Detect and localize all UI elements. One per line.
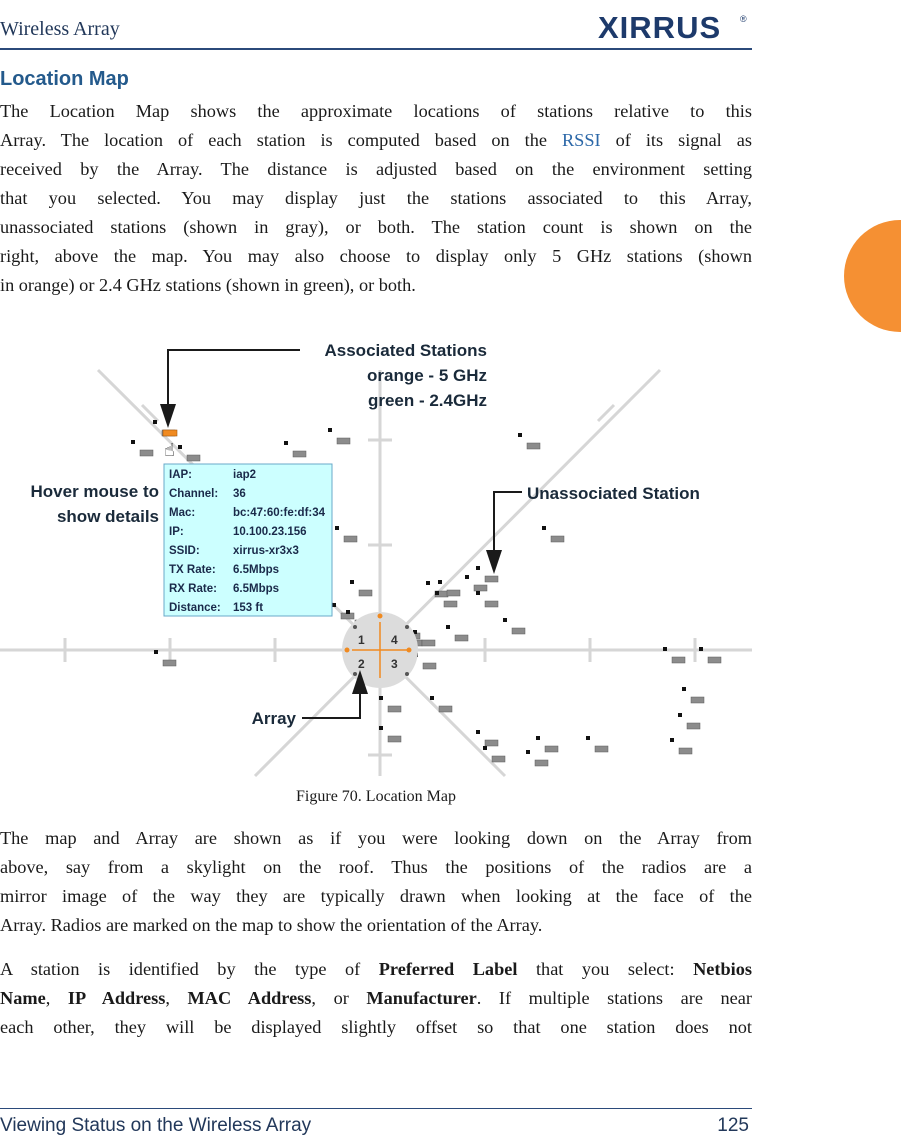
station-dot — [328, 428, 332, 432]
unassociated-station — [163, 660, 176, 666]
array-radio-label: 3 — [391, 657, 398, 671]
tooltip-value: xirrus-xr3x3 — [233, 545, 299, 557]
station-dot — [503, 618, 507, 622]
callout-array-label: Array — [251, 709, 296, 728]
location-map-figure — [0, 300, 760, 780]
station-dot — [131, 440, 135, 444]
callout-assoc-line3: green - 2.4GHz — [367, 391, 487, 410]
section-title: Location Map — [0, 68, 129, 90]
unassociated-station — [687, 723, 700, 729]
para2-line: The map and Array are shown as if you were looking down on the Array from — [0, 828, 752, 848]
station-dot — [379, 726, 383, 730]
unassociated-station — [527, 443, 540, 449]
station-dot — [178, 445, 182, 449]
station-dot — [153, 420, 157, 424]
array-node — [342, 612, 418, 688]
unassociated-station — [444, 601, 457, 607]
callout-unassoc-label: Unassociated Station — [527, 484, 700, 503]
tooltip-label: Mac: — [169, 507, 196, 519]
tooltip-label: SSID: — [169, 545, 200, 557]
station-dot — [350, 580, 354, 584]
station-dot — [682, 687, 686, 691]
station-dot — [438, 580, 442, 584]
tooltip-label: RX Rate: — [169, 583, 217, 595]
map-grid — [0, 370, 752, 776]
tooltip-value: 36 — [233, 488, 246, 500]
callout-hover-details — [31, 482, 159, 526]
unassociated-station — [388, 706, 401, 712]
station-dot — [332, 603, 336, 607]
callout-hover-line1: Hover mouse to — [30, 482, 159, 501]
logo-text: XIRRUS — [598, 10, 722, 44]
station-dot — [284, 441, 288, 445]
unassociated-station — [474, 585, 487, 591]
unassociated-station — [359, 590, 372, 596]
unassociated-station — [691, 697, 704, 703]
tooltip-label: Distance: — [169, 602, 221, 614]
chapter-tab-marker — [844, 220, 901, 332]
paragraph-map-orientation — [0, 824, 752, 940]
station-dot — [430, 696, 434, 700]
station-dot — [518, 433, 522, 437]
para2-line: mirror image of the way they are typically drawn when looking at the face of the — [0, 886, 752, 906]
radio-marker — [353, 625, 357, 629]
radio-marker — [353, 672, 357, 676]
para1-line: received by the Array. The distance is adjusted based on the environment setting — [0, 159, 752, 179]
figure-caption: Figure 70. Location Map — [296, 788, 456, 805]
station-dot — [663, 647, 667, 651]
callout-unassociated-station — [486, 484, 700, 574]
logo-mark: ® — [740, 14, 747, 24]
station-dot — [586, 736, 590, 740]
tooltip-value: 6.5Mbps — [233, 583, 280, 595]
para1-line: The Location Map shows the approximate locations of stations relative to this — [0, 101, 752, 121]
station-dot — [335, 526, 339, 530]
unassociated-station — [535, 760, 548, 766]
paragraph-location-map-intro — [0, 97, 752, 300]
station-dot — [536, 736, 540, 740]
unassociated-station — [672, 657, 685, 663]
para1-line: that you selected. You may display just the stations associated to this Array, — [0, 188, 752, 208]
station-dot — [476, 566, 480, 570]
radio-marker — [407, 648, 412, 653]
radio-marker — [405, 625, 409, 629]
xirrus-logo — [598, 10, 748, 44]
station-dot — [476, 730, 480, 734]
station-dot — [526, 750, 530, 754]
radio-marker — [345, 648, 350, 653]
unassociated-station — [337, 438, 350, 444]
station-dot — [426, 581, 430, 585]
unassociated-station — [492, 756, 505, 762]
unassociated-station — [423, 663, 436, 669]
station-dot — [465, 575, 469, 579]
tooltip-label: IP: — [169, 526, 184, 538]
unassociated-station — [545, 746, 558, 752]
tooltip-label: TX Rate: — [169, 564, 216, 576]
tooltip-label: Channel: — [169, 488, 219, 500]
unassociated-station — [388, 736, 401, 742]
para1-line: right, above the map. You may also choose to display only 5 GHz stations (shown — [0, 246, 752, 266]
unassociated-station — [551, 536, 564, 542]
footer-rule — [0, 1108, 752, 1109]
unassociated-station — [512, 628, 525, 634]
tooltip-value: iap2 — [233, 469, 257, 481]
radio-marker — [405, 672, 409, 676]
callout-assoc-line2: orange - 5 GHz — [367, 366, 487, 385]
radio-marker — [378, 614, 383, 619]
unassociated-station — [447, 590, 460, 596]
tooltip-value: 153 ft — [233, 602, 264, 614]
callout-assoc-line1: Associated Stations — [324, 341, 487, 360]
unassociated-station — [679, 748, 692, 754]
header-title: Wireless Array — [0, 18, 120, 40]
station-dot — [379, 696, 383, 700]
callout-hover-line2: show details — [56, 507, 159, 526]
tooltip-value: 6.5Mbps — [233, 564, 280, 576]
unassociated-station — [187, 455, 200, 461]
unassociated-station — [485, 576, 498, 582]
array-radio-label: 4 — [391, 633, 398, 647]
para2-line: above, say from a skylight on the roof. Thus the positions of the radios are a — [0, 857, 752, 877]
station-dot — [483, 746, 487, 750]
station-dot — [154, 650, 158, 654]
station-details-tooltip — [164, 464, 332, 616]
array-radio-label: 1 — [358, 633, 365, 647]
para1-line: unassociated stations (shown in gray), or both. The station count is shown on the — [0, 217, 752, 237]
unassociated-station — [293, 451, 306, 457]
station-dot — [476, 591, 480, 595]
unassociated-station — [140, 450, 153, 456]
para1-line: Array. The location of each station is computed based on the RSSI of its signal as — [0, 130, 752, 150]
para2-line: Array. Radios are marked on the map to show the orientation of the Array. — [0, 915, 543, 935]
station-dot — [435, 591, 439, 595]
station-dot — [699, 647, 703, 651]
paragraph-preferred-label — [0, 955, 752, 1042]
tooltip-value: 10.100.23.156 — [233, 526, 307, 538]
station-dot — [678, 713, 682, 717]
station-dot — [446, 625, 450, 629]
para3-line: A station is identified by the type of Preferred Label that you select: Netbios — [0, 959, 752, 979]
unassociated-station — [422, 640, 435, 646]
tooltip-label: IAP: — [169, 469, 192, 481]
callout-associated-stations — [160, 341, 487, 428]
header-rule — [0, 48, 752, 50]
para1-line: in orange) or 2.4 GHz stations (shown in green), or both. — [0, 275, 416, 295]
associated-station-5ghz — [163, 430, 177, 436]
station-dot — [346, 610, 350, 614]
unassociated-station — [439, 706, 452, 712]
unassociated-station — [485, 740, 498, 746]
para3-line: each other, they will be displayed slightly offset so that one station does not — [0, 1017, 752, 1037]
station-dot — [670, 738, 674, 742]
unassociated-station — [344, 536, 357, 542]
unassociated-station — [595, 746, 608, 752]
array-radio-label: 2 — [358, 657, 365, 671]
unassociated-station — [455, 635, 468, 641]
unassociated-station — [485, 601, 498, 607]
footer-section-title: Viewing Status on the Wireless Array — [0, 1115, 312, 1136]
hand-cursor-icon: ☝ — [164, 440, 175, 461]
footer-page-number: 125 — [717, 1115, 749, 1136]
para3-line: Name, IP Address, MAC Address, or Manufacturer. If multiple stations are near — [0, 988, 752, 1008]
rssi-link[interactable]: RSSI — [561, 130, 601, 150]
station-dot — [542, 526, 546, 530]
tooltip-value: bc:47:60:fe:df:34 — [233, 507, 326, 519]
unassociated-station — [708, 657, 721, 663]
